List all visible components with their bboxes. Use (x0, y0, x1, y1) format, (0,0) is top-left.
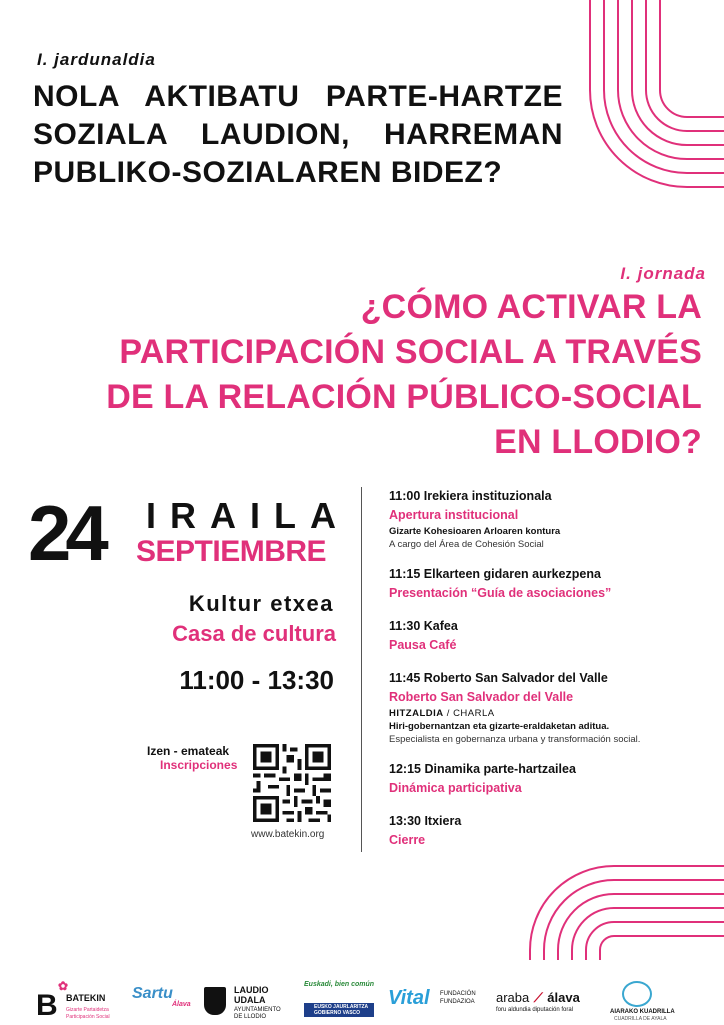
slash-icon: ⟋ (533, 990, 543, 1005)
vital-logo (388, 987, 476, 1010)
event-day: 24 (28, 489, 103, 577)
agenda-item-closing (389, 812, 719, 850)
gv-name-spanish: GOBIERNO VASCO (314, 1010, 361, 1016)
agenda-item-coffee (389, 617, 719, 655)
llodio-name: DE LLODIO (234, 1014, 267, 1020)
spanish-session-label: I. jornada (620, 264, 706, 283)
flower-icon: ✿ (58, 979, 69, 993)
araba-sub: foru aldundia diputación foral (496, 1007, 574, 1013)
euskadi-slogan: Euskadi, bien común (304, 981, 375, 988)
talk-type-basque: HITZALDIA (389, 708, 444, 719)
udala-name: UDALA (234, 995, 266, 1005)
spanish-title: ¿CÓMO ACTIVAR LA PARTICIPACIÓN SOCIAL A TRAVÉS DE LA RELACIÓN PÚBLICO-SOCIAL EN LLODIO? (106, 288, 702, 461)
event-hours: 11:00 - 13:30 (179, 665, 334, 695)
registration-label-spanish: Inscripciones (160, 758, 238, 772)
decorative-arcs-bottom (530, 866, 724, 960)
agenda-item-spanish: Cierre (389, 833, 426, 847)
shield-icon (204, 987, 226, 1015)
column-divider (361, 487, 362, 852)
araba-alava-logo (496, 989, 580, 1013)
basque-session-label: I. jardunaldia (37, 50, 156, 69)
araba-name: araba (496, 990, 530, 1005)
agenda-item-spanish: Dinámica participativa (389, 781, 522, 795)
kuadrilla-emblem-icon (622, 981, 652, 1007)
sartu-name: Sartu (132, 985, 173, 1002)
website-link[interactable]: www.batekin.org (251, 829, 325, 840)
gv-name-basque: EUSKO JAURLARITZA (314, 1004, 369, 1010)
registration-label-basque: Izen - emateak (147, 744, 230, 758)
agenda-item-basque: 11:45 Roberto San Salvador del Valle (389, 671, 608, 685)
agenda-item-basque: 11:30 Kafea (389, 619, 458, 633)
agenda-item-basque: 11:00 Irekiera instituzionala (389, 489, 552, 503)
laudio-name: LAUDIO (234, 985, 269, 995)
agenda-item-opening (389, 487, 719, 551)
month-basque: IRAILA (146, 495, 350, 536)
month-spanish: SEPTIEMBRE (136, 535, 327, 568)
alava-name: álava (547, 990, 580, 1005)
agenda-item-spanish: Pausa Café (389, 638, 457, 652)
agenda-item-spanish: Apertura institucional (389, 508, 519, 522)
batekin-sub-basque: Gizarte Partaidetza (66, 1007, 109, 1013)
venue-spanish: Casa de cultura (172, 621, 336, 646)
ayuntamiento-name: AYUNTAMIENTO (234, 1007, 281, 1013)
agenda-item-basque: 12:15 Dinamika parte-hartzailea (389, 762, 576, 776)
aiarako-name: AIARAKO KUADRILLA (610, 1009, 675, 1015)
talk-type-spanish: CHARLA (453, 708, 495, 719)
vital-sub-basque: FUNDAZIOA (440, 999, 475, 1005)
venue-basque: Kultur etxea (188, 591, 334, 616)
talk-type-separator: / (443, 708, 454, 719)
agenda-item-dynamic (389, 760, 719, 798)
vital-sub-spanish: FUNDACIÓN (440, 991, 476, 997)
batekin-b-icon: B (36, 989, 58, 1022)
agenda-item-spanish: Presentación “Guía de asociaciones” (389, 586, 612, 600)
agenda (389, 487, 719, 864)
agenda-item-talk (389, 669, 719, 746)
aiarako-sub: CUADRILLA DE AYALA (614, 1016, 667, 1022)
agenda-item-spanish: Roberto San Salvador del Valle (389, 690, 574, 704)
qr-code-icon[interactable] (253, 744, 331, 822)
agenda-note-basque: Hiri-gobernantzan eta gizarte-eraldaketan aditua. (389, 721, 610, 732)
agenda-note-spanish: Especialista en gobernanza urbana y transformación social. (389, 734, 641, 745)
sartu-logo (132, 985, 191, 1008)
agenda-item-basque: 13:30 Itxiera (389, 814, 462, 828)
agenda-item-basque: 11:15 Elkarteen gidaren aurkezpena (389, 567, 601, 581)
agenda-item-guide (389, 565, 719, 603)
agenda-note-spanish: A cargo del Área de Cohesión Social (389, 539, 544, 550)
batekin-name: BATEKIN (66, 993, 106, 1003)
vital-name: Vital (388, 987, 430, 1009)
sponsor-logos (0, 975, 724, 1025)
agenda-talk-type (389, 707, 719, 720)
sartu-sub: Álava (172, 1001, 191, 1008)
basque-title: NOLA AKTIBATU PARTE-HARTZE SOZIALA LAUDION, HARREMAN PUBLIKO-SOZIALAREN BIDEZ? (33, 80, 563, 189)
batekin-sub-spanish: Participación Social (66, 1014, 110, 1020)
agenda-note-basque: Gizarte Kohesioaren Arloaren kontura (389, 526, 561, 537)
